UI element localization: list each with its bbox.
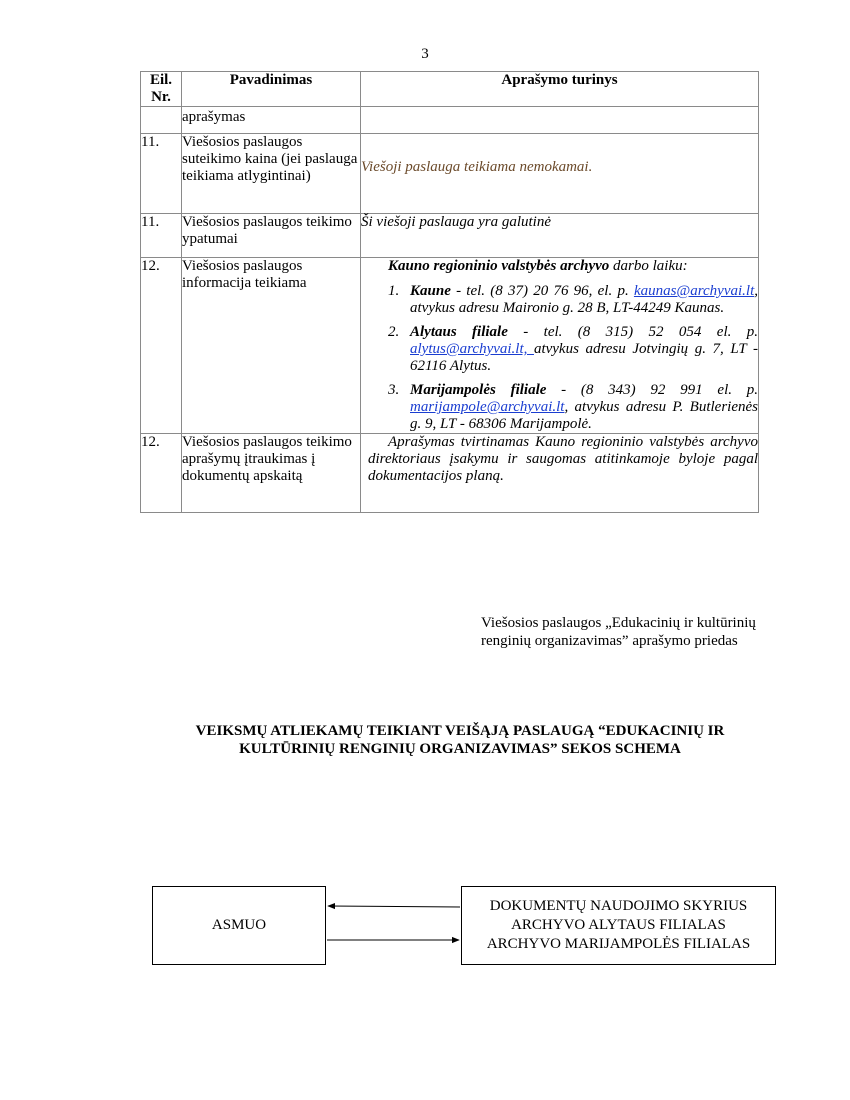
row-content [361, 258, 759, 434]
row-name: Viešosios paslaugos teikimo aprašymų įtraukimas į dokumentų apskaitą [182, 434, 361, 513]
page-number: 3 [421, 46, 429, 62]
info-intro [388, 258, 758, 275]
cont-name-cell: aprašymas [182, 107, 361, 134]
email-link[interactable]: kaunas@archyvai.lt [633, 283, 755, 299]
row-content: Viešoji paslauga teikiama nemokamai. [361, 134, 759, 214]
department-line: ARCHYVO MARIJAMPOLĖS FILIALAS [486, 936, 751, 952]
list-item [388, 382, 758, 433]
office-name: Kaune [410, 283, 451, 299]
header-nr: Eil. Nr. [141, 72, 182, 107]
departments-box [461, 886, 776, 965]
office-phone: - tel. (8 315) 52 054 el. p. [507, 324, 758, 340]
scheme-title: VEIKSMŲ ATLIEKAMŲ TEIKIANT VEIŠĄJĄ PASLAUGĄ “EDUKACINIŲ IR KULTŪRINIŲ RENGINIŲ ORGANIZAVIMAS” SEKOS SCHEMA [195, 723, 725, 757]
office-phone: - (8 343) 92 991 el. p. [546, 382, 758, 398]
row-name: Viešosios paslaugos suteikimo kaina (jei paslauga teikiama atlygintinai) [182, 134, 361, 214]
arrow-to-person [328, 906, 460, 907]
cont-content-cell [361, 107, 759, 134]
row-number: 12. [141, 258, 182, 434]
office-address: , atvykus adresu P. Butlerienės g. 9, LT - 68306 Marijampolė. [410, 399, 758, 432]
list-item [388, 283, 758, 317]
person-box [152, 886, 326, 965]
header-name: Pavadinimas [182, 72, 361, 107]
row-number: 12. [141, 434, 182, 513]
list-item [388, 324, 758, 375]
table-row [141, 434, 759, 513]
person-box-label: ASMUO [211, 917, 267, 933]
row-name: Viešosios paslaugos informacija teikiama [182, 258, 361, 434]
office-address: atvykus adresu Jotvingių g. 7, LT - 62116 Alytus. [410, 341, 758, 374]
row-content: Ši viešoji paslauga yra galutinė [361, 214, 759, 258]
email-link[interactable]: alytus@archyvai.lt, [410, 341, 534, 357]
table-header-row [141, 72, 759, 107]
office-name: Alytaus filiale [410, 324, 508, 340]
office-address: , atvykus adresu Maironio g. 28 B, LT-44249 Kaunas. [410, 283, 758, 316]
cont-nr-cell [141, 107, 182, 134]
intro-rest: darbo laiku: [609, 258, 688, 274]
row-number: 11. [141, 214, 182, 258]
office-name: Marijampolės filiale [410, 382, 547, 398]
item-index: 2. [388, 324, 400, 340]
table-row [141, 258, 759, 434]
archive-name: Kauno regioninio valstybės archyvo [388, 258, 610, 274]
annex-note: Viešosios paslaugos „Edukacinių ir kultūrinių renginių organizavimas” aprašymo priedas [481, 615, 756, 649]
department-line: DOKUMENTŲ NAUDOJIMO SKYRIUS [489, 898, 748, 914]
service-description-table [140, 71, 759, 513]
row-name: Viešosios paslaugos teikimo ypatumai [182, 214, 361, 258]
item-index: 1. [388, 283, 400, 299]
header-content: Aprašymo turinys [361, 72, 759, 107]
department-line: ARCHYVO ALYTAUS FILIALAS [511, 917, 726, 933]
item-index: 3. [388, 382, 400, 398]
office-phone: - tel. (8 37) 20 76 96, el. p. [450, 283, 634, 299]
row-content: Aprašymas tvirtinamas Kauno regioninio valstybės archyvo direktoriaus įsakymu ir saugomas atitinkamoje byloje pagal dokumentacijos planą. [361, 434, 759, 513]
row-number: 11. [141, 134, 182, 214]
table-row [141, 214, 759, 258]
table-row [141, 107, 759, 134]
email-link[interactable]: marijampole@archyvai.lt [410, 399, 565, 415]
table-row [141, 134, 759, 214]
office-list [388, 283, 758, 433]
